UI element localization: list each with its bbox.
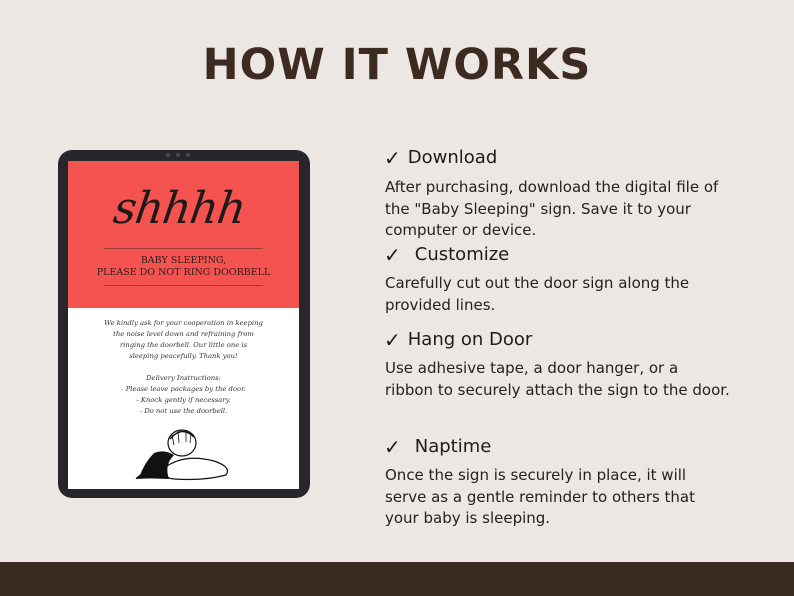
delivery-line: - Knock gently if necessary.: [136, 396, 231, 404]
sign-divider-top: [104, 248, 263, 249]
step-description: After purchasing, download the digital file of the "Baby Sleeping" sign. Save it to your computer or device.: [385, 178, 719, 239]
step-title: Naptime: [414, 436, 492, 457]
sign-body-line: the noise level down and refraining from: [113, 330, 254, 338]
step-description: Carefully cut out the door sign along the provided lines.: [385, 274, 690, 314]
door-sign-preview: [68, 161, 299, 489]
delivery-heading: Delivery Instructions:: [146, 374, 221, 382]
checkmark-icon: ✓: [384, 242, 401, 267]
step-title: Customize: [414, 244, 510, 265]
sign-body-line: sleeping peacefully. Thank you!: [129, 352, 238, 360]
step-title: Hang on Door: [407, 329, 533, 350]
sign-divider-bottom: [104, 285, 263, 286]
sign-header-panel: [68, 161, 299, 308]
checkmark-icon: ✓: [384, 145, 401, 170]
checkmark-icon: ✓: [384, 434, 401, 459]
sign-script-text: shhhh: [110, 183, 249, 234]
delivery-line: - Do not use the doorbell.: [139, 407, 228, 415]
sleeping-baby-illustration: [134, 423, 234, 483]
delivery-line: - Please leave packages by the door.: [121, 385, 246, 393]
step-naptime: [384, 436, 491, 457]
page-title: HOW IT WORKS: [202, 40, 592, 90]
step-customize: [384, 244, 509, 265]
step-title: Download: [407, 147, 498, 168]
step-description: Use adhesive tape, a door hanger, or a ribbon to securely attach the sign to the door.: [385, 359, 730, 399]
checkmark-icon: ✓: [384, 327, 401, 352]
camera-dots: [166, 153, 190, 157]
step-hang-on-door: [384, 329, 532, 350]
tablet-mockup: [58, 150, 310, 498]
step-description: Once the sign is securely in place, it will serve as a gentle reminder to others that your baby is sleeping.: [385, 466, 695, 527]
sign-body-line: ringing the doorbell. Our little one is: [119, 341, 248, 349]
sign-body: [78, 318, 289, 417]
step-download: [384, 147, 497, 168]
sign-title-line1: BABY SLEEPING,: [140, 255, 227, 266]
sign-title-line2: PLEASE DO NOT RING DOORBELL: [96, 267, 271, 278]
footer-bar: [0, 562, 794, 596]
sign-body-line: We kindly ask for your cooperation in keeping: [104, 319, 263, 327]
sign-title: [68, 255, 299, 279]
